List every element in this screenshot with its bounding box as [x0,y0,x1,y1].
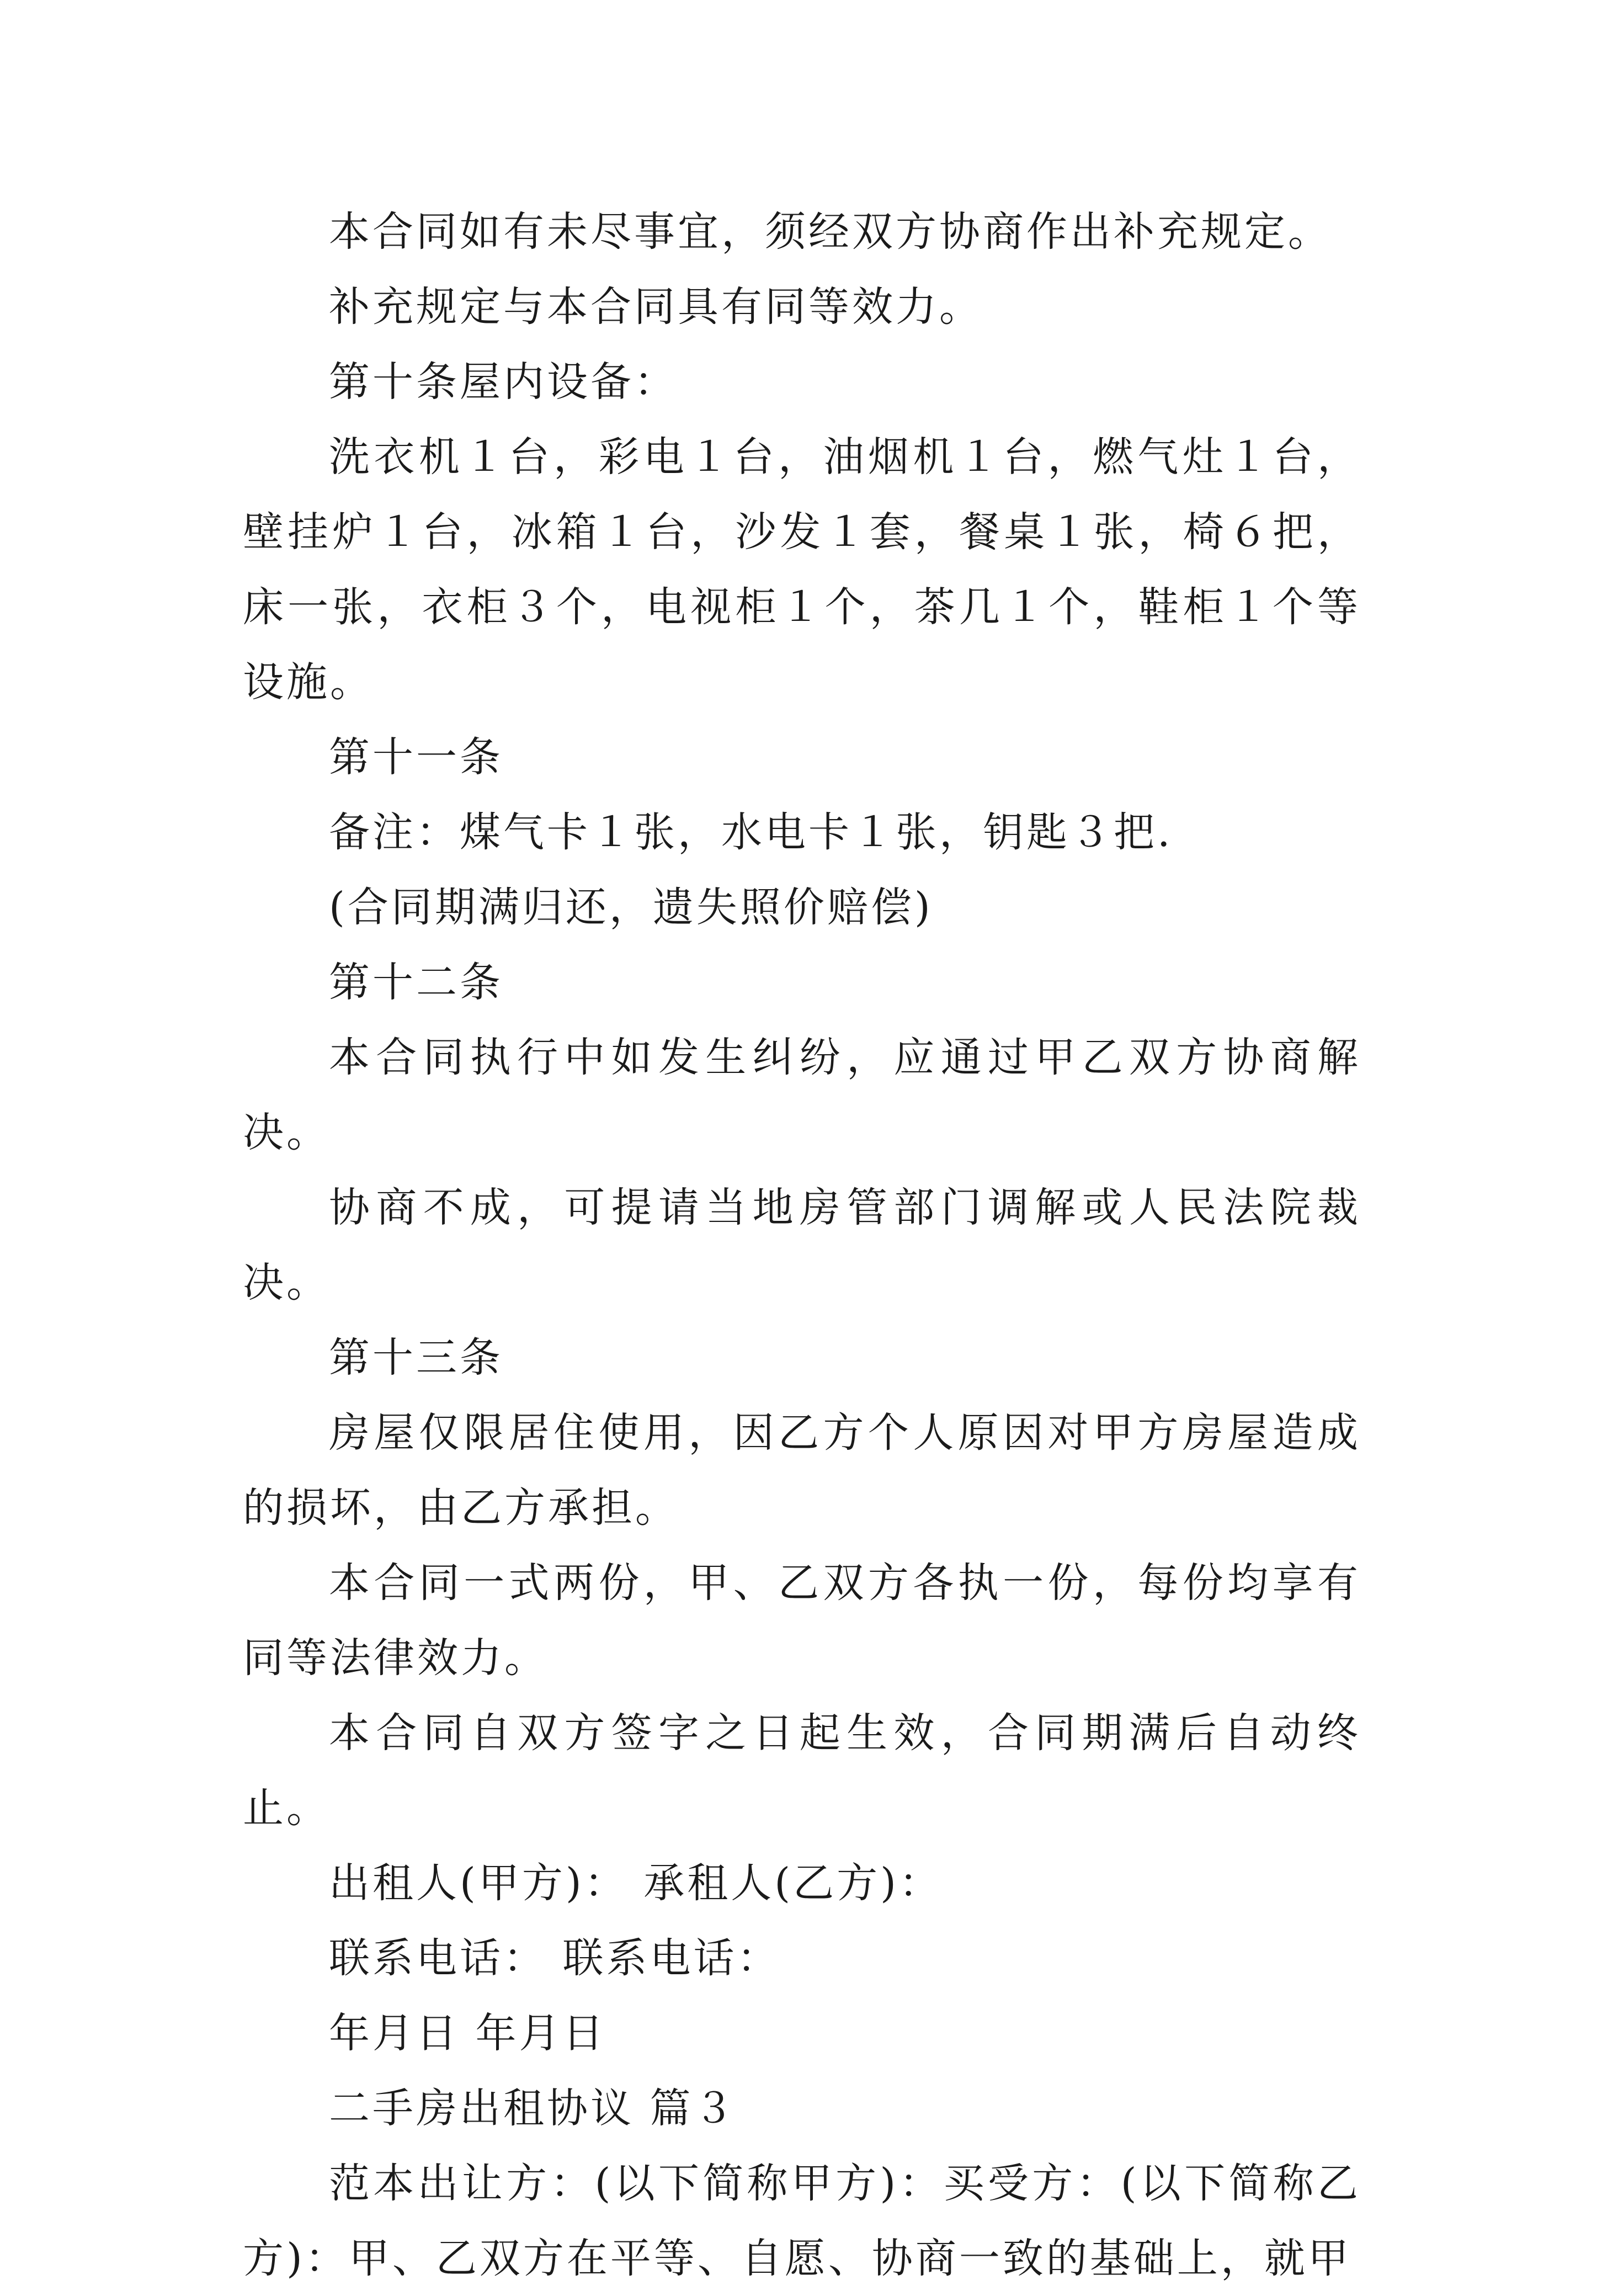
article-12-heading: 第十二条 [329,959,503,1006]
paragraph-dispute-mediation: 协商不成，可提请当地房管部门调解或人民法院裁决。 [243,1184,1361,1306]
signature-dates: 年月日 年月日 [329,2010,606,2057]
signature-parties: 出租人(甲方)： 承租人(乙方)： [329,1859,943,1907]
article-13-heading: 第十三条 [329,1334,503,1381]
article-10-heading: 第十条屋内设备： [329,358,678,406]
paragraph-remarks: 备注：煤气卡１张，水电卡１张，钥匙３把. [329,809,1173,856]
paragraph-equipment-list: 洗衣机１台，彩电１台，油烟机１台，燃气灶１台，壁挂炉１台，冰箱１台，沙发１套，餐桌１张，椅６把，床一张，衣柜３个，电视柜１个，茶几１个，鞋柜１个等设施。 [243,433,1361,706]
paragraph-copies: 本合同一式两份，甲、乙双方各执一份，每份均享有同等法律效力。 [243,1559,1361,1682]
signature-phones: 联系电话： 联系电话： [329,1934,781,1982]
paragraph-effective-date: 本合同自双方签字之日起生效，合同期满后自动终止。 [243,1709,1361,1832]
paragraph-return-note: (合同期满归还，遗失照价赔偿) [329,884,933,931]
article-11-heading: 第十一条 [329,734,503,781]
document-body [243,194,1361,2296]
section-title-agreement-3: 二手房出租协议 篇３ [329,2085,737,2132]
paragraph-equal-effect: 补充规定与本合同具有同等效力。 [329,283,983,331]
paragraph-dispute-negotiation: 本合同执行中如发生纠纷，应通过甲乙双方协商解决。 [243,1034,1361,1156]
paragraph-agreement-intro: 范本出让方：(以下简称甲方)：买受方：(以下简称乙方)：甲、乙双方在平等、自愿、协商一致的基础上，就甲 [243,2160,1361,2282]
paragraph-residential-use: 房屋仅限居住使用，因乙方个人原因对甲方房屋造成的损坏，由乙方承担。 [243,1409,1361,1532]
paragraph-supplementary-matters: 本合同如有未尽事宜，须经双方协商作出补充规定。 [329,208,1332,256]
